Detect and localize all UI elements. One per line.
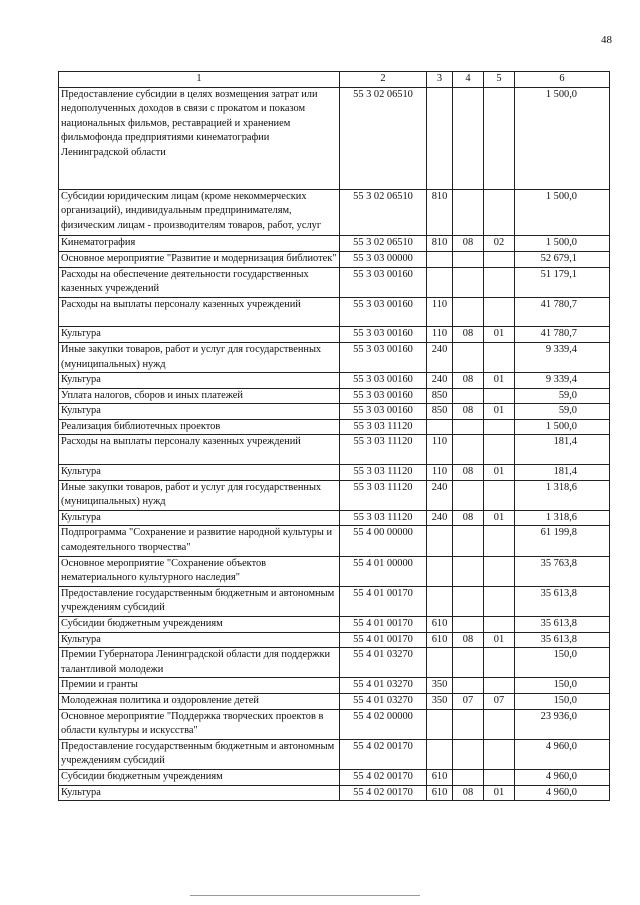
row-subsection-cell: [484, 709, 515, 739]
row-code-cell: 55 4 01 00000: [340, 556, 427, 586]
row-name-cell: Предоставление государственным бюджетным и автономным учреждениям субсидий: [59, 739, 340, 769]
row-expense-type-cell: [427, 648, 453, 678]
row-name-cell: Премии Губернатора Ленинградской области для поддержки талантливой молодежи: [59, 648, 340, 678]
row-amount-cell: 9 339,4: [515, 342, 610, 372]
row-amount-cell: 1 500,0: [515, 236, 610, 252]
row-amount-cell: 59,0: [515, 404, 610, 420]
row-code-cell: 55 4 01 03270: [340, 693, 427, 709]
row-subsection-cell: [484, 435, 515, 465]
row-name-cell: Основное мероприятие "Сохранение объектов нематериального культурного наследия": [59, 556, 340, 586]
row-subsection-cell: 01: [484, 465, 515, 481]
row-expense-type-cell: [427, 586, 453, 616]
row-subsection-cell: 01: [484, 785, 515, 801]
row-expense-type-cell: 610: [427, 785, 453, 801]
row-section-cell: [453, 769, 484, 785]
row-name-cell: Культура: [59, 404, 340, 420]
row-name-cell: Уплата налогов, сборов и иных платежей: [59, 388, 340, 404]
row-subsection-cell: [484, 648, 515, 678]
row-name-cell: Предоставление субсидии в целях возмещения затрат или недополученных доходов в связи с прокатом и показом национальных фильмов, реставрацией и хранением фильмофонда предприятиями кинематографии Ленинградской области: [59, 87, 340, 189]
row-expense-type-cell: [427, 526, 453, 556]
row-code-cell: 55 3 03 00160: [340, 373, 427, 389]
column-header: 5: [484, 72, 515, 88]
table-row: [59, 648, 610, 678]
row-name-cell: Расходы на выплаты персоналу казенных учреждений: [59, 297, 340, 327]
row-amount-cell: 9 339,4: [515, 373, 610, 389]
row-name-cell: Предоставление государственным бюджетным и автономным учреждениям субсидий: [59, 586, 340, 616]
table-row: [59, 404, 610, 420]
row-expense-type-cell: 110: [427, 465, 453, 481]
row-subsection-cell: [484, 480, 515, 510]
row-section-cell: 08: [453, 236, 484, 252]
table-row: [59, 236, 610, 252]
row-name-cell: Реализация библиотечных проектов: [59, 419, 340, 435]
row-amount-cell: 1 500,0: [515, 189, 610, 236]
row-subsection-cell: [484, 189, 515, 236]
row-code-cell: 55 4 01 03270: [340, 648, 427, 678]
row-section-cell: 08: [453, 404, 484, 420]
row-expense-type-cell: 610: [427, 632, 453, 648]
row-subsection-cell: [484, 251, 515, 267]
row-name-cell: Молодежная политика и оздоровление детей: [59, 693, 340, 709]
row-expense-type-cell: 610: [427, 769, 453, 785]
row-name-cell: Расходы на выплаты персоналу казенных учреждений: [59, 435, 340, 465]
row-section-cell: 08: [453, 510, 484, 526]
row-code-cell: 55 4 01 00170: [340, 586, 427, 616]
row-subsection-cell: [484, 342, 515, 372]
row-section-cell: [453, 526, 484, 556]
row-amount-cell: 59,0: [515, 388, 610, 404]
row-code-cell: 55 3 02 06510: [340, 189, 427, 236]
row-subsection-cell: [484, 586, 515, 616]
row-expense-type-cell: 110: [427, 327, 453, 343]
row-code-cell: 55 3 03 11120: [340, 510, 427, 526]
row-amount-cell: 52 679,1: [515, 251, 610, 267]
row-section-cell: [453, 251, 484, 267]
table-row: [59, 189, 610, 236]
row-subsection-cell: [484, 769, 515, 785]
row-subsection-cell: [484, 617, 515, 633]
row-code-cell: 55 4 00 00000: [340, 526, 427, 556]
row-amount-cell: 35 613,8: [515, 586, 610, 616]
row-code-cell: 55 4 01 00170: [340, 617, 427, 633]
column-header: 2: [340, 72, 427, 88]
row-expense-type-cell: [427, 251, 453, 267]
row-subsection-cell: 02: [484, 236, 515, 252]
table-row: [59, 617, 610, 633]
row-subsection-cell: 01: [484, 510, 515, 526]
row-expense-type-cell: [427, 87, 453, 189]
row-subsection-cell: [484, 419, 515, 435]
row-amount-cell: 150,0: [515, 648, 610, 678]
row-subsection-cell: [484, 678, 515, 694]
row-subsection-cell: [484, 87, 515, 189]
row-code-cell: 55 3 03 11120: [340, 419, 427, 435]
row-amount-cell: 1 318,6: [515, 480, 610, 510]
row-section-cell: 08: [453, 785, 484, 801]
row-section-cell: [453, 709, 484, 739]
row-section-cell: [453, 435, 484, 465]
row-section-cell: [453, 342, 484, 372]
row-section-cell: [453, 739, 484, 769]
table-row: [59, 388, 610, 404]
row-expense-type-cell: 810: [427, 189, 453, 236]
row-code-cell: 55 3 03 11120: [340, 480, 427, 510]
table-row: [59, 342, 610, 372]
row-expense-type-cell: 240: [427, 480, 453, 510]
table-row: [59, 769, 610, 785]
table-row: [59, 267, 610, 297]
row-amount-cell: 150,0: [515, 678, 610, 694]
table-row: [59, 87, 610, 189]
row-code-cell: 55 3 03 00000: [340, 251, 427, 267]
row-code-cell: 55 3 03 00160: [340, 267, 427, 297]
row-subsection-cell: 01: [484, 327, 515, 343]
row-name-cell: Основное мероприятие "Поддержка творческих проектов в области культуры и искусства": [59, 709, 340, 739]
row-amount-cell: 51 179,1: [515, 267, 610, 297]
row-name-cell: Субсидии бюджетным учреждениям: [59, 769, 340, 785]
row-expense-type-cell: [427, 267, 453, 297]
table-row: [59, 526, 610, 556]
row-expense-type-cell: 350: [427, 693, 453, 709]
row-name-cell: Иные закупки товаров, работ и услуг для государственных (муниципальных) нужд: [59, 342, 340, 372]
row-code-cell: 55 4 01 00170: [340, 632, 427, 648]
table-row: [59, 435, 610, 465]
table-row: [59, 419, 610, 435]
row-section-cell: [453, 586, 484, 616]
row-expense-type-cell: [427, 739, 453, 769]
row-name-cell: Культура: [59, 785, 340, 801]
row-name-cell: Основное мероприятие "Развитие и модернизация библиотек": [59, 251, 340, 267]
table-row: [59, 251, 610, 267]
row-expense-type-cell: [427, 419, 453, 435]
row-code-cell: 55 3 02 06510: [340, 87, 427, 189]
row-section-cell: 08: [453, 632, 484, 648]
row-name-cell: Культура: [59, 373, 340, 389]
row-amount-cell: 181,4: [515, 435, 610, 465]
row-amount-cell: 41 780,7: [515, 327, 610, 343]
row-code-cell: 55 4 02 00000: [340, 709, 427, 739]
column-header: 4: [453, 72, 484, 88]
row-expense-type-cell: 110: [427, 435, 453, 465]
row-expense-type-cell: 240: [427, 342, 453, 372]
table-row: [59, 327, 610, 343]
row-amount-cell: 1 500,0: [515, 87, 610, 189]
scan-edge-line: [190, 895, 420, 896]
row-code-cell: 55 3 03 00160: [340, 404, 427, 420]
table-row: [59, 785, 610, 801]
row-subsection-cell: 01: [484, 404, 515, 420]
table-row: [59, 373, 610, 389]
row-amount-cell: 41 780,7: [515, 297, 610, 327]
row-subsection-cell: 01: [484, 373, 515, 389]
row-section-cell: [453, 419, 484, 435]
row-code-cell: 55 3 03 11120: [340, 435, 427, 465]
row-section-cell: [453, 556, 484, 586]
row-amount-cell: 1 500,0: [515, 419, 610, 435]
row-expense-type-cell: 610: [427, 617, 453, 633]
row-section-cell: [453, 480, 484, 510]
row-name-cell: Культура: [59, 327, 340, 343]
page-number: 48: [601, 34, 612, 46]
table-row: [59, 556, 610, 586]
row-code-cell: 55 4 01 03270: [340, 678, 427, 694]
row-code-cell: 55 3 03 00160: [340, 342, 427, 372]
table-row: [59, 678, 610, 694]
row-subsection-cell: [484, 297, 515, 327]
row-amount-cell: 181,4: [515, 465, 610, 481]
row-name-cell: Расходы на обеспечение деятельности государственных казенных учреждений: [59, 267, 340, 297]
row-expense-type-cell: 240: [427, 510, 453, 526]
row-section-cell: 08: [453, 327, 484, 343]
table-header-row: [59, 72, 610, 88]
row-amount-cell: 1 318,6: [515, 510, 610, 526]
budget-table: [58, 71, 610, 801]
row-name-cell: Кинематография: [59, 236, 340, 252]
row-amount-cell: 35 613,8: [515, 617, 610, 633]
row-name-cell: Культура: [59, 632, 340, 648]
row-name-cell: Культура: [59, 510, 340, 526]
row-expense-type-cell: 350: [427, 678, 453, 694]
row-name-cell: Премии и гранты: [59, 678, 340, 694]
table-row: [59, 297, 610, 327]
row-section-cell: [453, 297, 484, 327]
row-expense-type-cell: 850: [427, 404, 453, 420]
table-row: [59, 510, 610, 526]
row-expense-type-cell: 850: [427, 388, 453, 404]
row-code-cell: 55 4 02 00170: [340, 785, 427, 801]
row-name-cell: Иные закупки товаров, работ и услуг для государственных (муниципальных) нужд: [59, 480, 340, 510]
table-row: [59, 709, 610, 739]
row-subsection-cell: [484, 526, 515, 556]
row-amount-cell: 4 960,0: [515, 769, 610, 785]
row-code-cell: 55 4 02 00170: [340, 739, 427, 769]
row-subsection-cell: 01: [484, 632, 515, 648]
row-amount-cell: 61 199,8: [515, 526, 610, 556]
row-expense-type-cell: 240: [427, 373, 453, 389]
row-code-cell: 55 3 03 11120: [340, 465, 427, 481]
row-amount-cell: 150,0: [515, 693, 610, 709]
row-code-cell: 55 3 02 06510: [340, 236, 427, 252]
row-amount-cell: 4 960,0: [515, 785, 610, 801]
row-subsection-cell: [484, 556, 515, 586]
table-row: [59, 480, 610, 510]
row-section-cell: [453, 678, 484, 694]
row-amount-cell: 23 936,0: [515, 709, 610, 739]
row-expense-type-cell: 110: [427, 297, 453, 327]
row-amount-cell: 35 763,8: [515, 556, 610, 586]
row-code-cell: 55 3 03 00160: [340, 327, 427, 343]
table-row: [59, 739, 610, 769]
row-subsection-cell: [484, 267, 515, 297]
row-section-cell: [453, 617, 484, 633]
table-row: [59, 632, 610, 648]
row-expense-type-cell: [427, 709, 453, 739]
row-expense-type-cell: 810: [427, 236, 453, 252]
row-section-cell: 08: [453, 373, 484, 389]
row-amount-cell: 4 960,0: [515, 739, 610, 769]
row-section-cell: [453, 648, 484, 678]
table-row: [59, 586, 610, 616]
column-header: 3: [427, 72, 453, 88]
row-code-cell: 55 3 03 00160: [340, 388, 427, 404]
row-subsection-cell: [484, 739, 515, 769]
row-code-cell: 55 3 03 00160: [340, 297, 427, 327]
table-row: [59, 465, 610, 481]
row-name-cell: Субсидии бюджетным учреждениям: [59, 617, 340, 633]
column-header: 6: [515, 72, 610, 88]
table-row: [59, 693, 610, 709]
row-section-cell: [453, 189, 484, 236]
row-name-cell: Подпрограмма "Сохранение и развитие народной культуры и самодеятельного творчества": [59, 526, 340, 556]
row-expense-type-cell: [427, 556, 453, 586]
row-section-cell: 08: [453, 465, 484, 481]
row-subsection-cell: 07: [484, 693, 515, 709]
row-section-cell: [453, 87, 484, 189]
row-section-cell: [453, 267, 484, 297]
column-header: 1: [59, 72, 340, 88]
row-section-cell: [453, 388, 484, 404]
row-name-cell: Субсидии юридическим лицам (кроме некоммерческих организаций), индивидуальным предпринимателям, физическим лицам - производителям товаров, работ, услуг: [59, 189, 340, 236]
row-subsection-cell: [484, 388, 515, 404]
row-section-cell: 07: [453, 693, 484, 709]
row-name-cell: Культура: [59, 465, 340, 481]
row-code-cell: 55 4 02 00170: [340, 769, 427, 785]
row-amount-cell: 35 613,8: [515, 632, 610, 648]
